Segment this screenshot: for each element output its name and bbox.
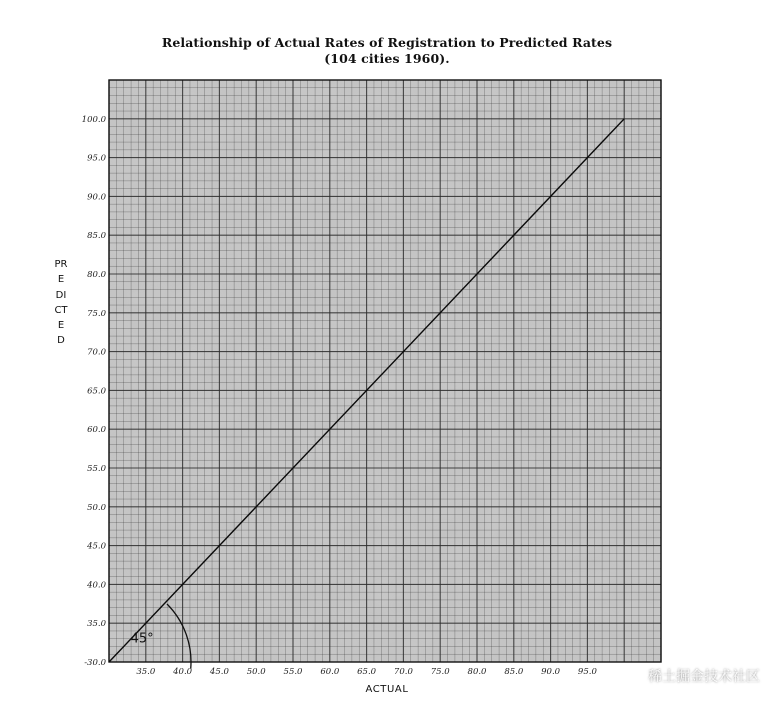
y-tick-labels: [82, 115, 107, 668]
x-tick-label: 50.0: [246, 667, 266, 677]
x-tick-label: 80.0: [467, 667, 487, 677]
watermark: 稀土掘金技术社区: [648, 669, 760, 685]
x-tick-label: 70.0: [393, 667, 413, 677]
y-tick-label: 100.0: [81, 114, 106, 125]
y-tick-label: 85.0: [87, 231, 106, 242]
x-tick-label: 90.0: [541, 667, 561, 677]
y-tick-label: 45.0: [87, 541, 106, 552]
x-tick-label: 75.0: [430, 667, 450, 677]
chart-title: Relationship of Actual Rates of Registration to Predicted Rates: [161, 35, 613, 50]
x-tick-label: 55.0: [283, 667, 303, 677]
x-axis-label: ACTUAL: [365, 684, 409, 695]
y-tick-label: 35.0: [87, 619, 106, 630]
x-tick-label: 95.0: [577, 667, 597, 677]
x-tick-label: 85.0: [504, 667, 524, 677]
y-tick-label: 80.0: [87, 270, 106, 280]
y-axis-label: PREDICTED: [54, 259, 68, 347]
y-tick-label: -30.0: [84, 658, 106, 668]
x-tick-label: 60.0: [320, 667, 340, 677]
y-tick-label: 60.0: [87, 425, 106, 436]
x-tick-label: 65.0: [357, 667, 377, 677]
x-tick-labels: [136, 667, 597, 677]
x-tick-label: 40.0: [173, 667, 193, 677]
y-tick-label: 65.0: [87, 386, 106, 397]
chart-subtitle: (104 cities 1960).: [324, 50, 450, 66]
y-tick-label: 70.0: [87, 347, 106, 358]
y-tick-label: 90.0: [87, 192, 106, 203]
y-tick-label: 50.0: [87, 502, 106, 513]
angle-annotation: 45°: [130, 631, 154, 647]
y-tick-label: 95.0: [87, 153, 106, 164]
x-tick-label: 35.0: [136, 667, 156, 677]
y-tick-label: 40.0: [87, 580, 106, 591]
x-tick-label: 45.0: [209, 667, 229, 677]
y-tick-label: 55.0: [87, 464, 106, 474]
y-tick-label: 75.0: [87, 308, 106, 319]
